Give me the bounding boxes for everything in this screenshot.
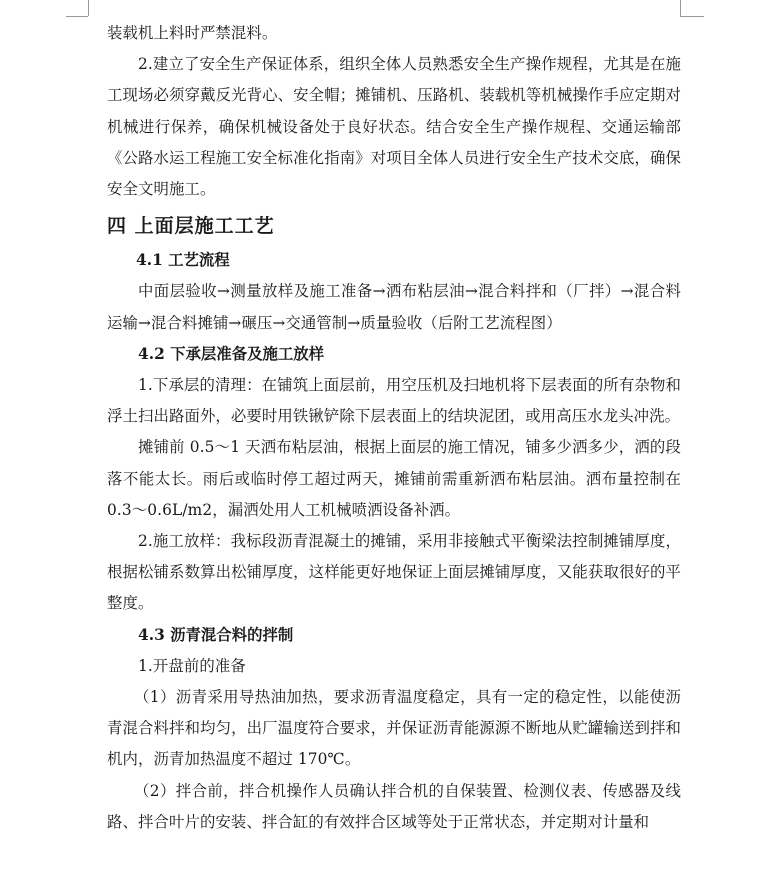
subsection-heading-4-2: 4.2 下承层准备及施工放样 [138, 344, 325, 363]
document-page [107, 18, 681, 838]
page-corner-mark-right [680, 16, 704, 17]
paragraph-process-flow: 中面层验收→测量放样及施工准备→洒布粘层油→混合料拌和（厂拌）→混合料运输→混合料摊铺→碾压→交通管制→质量验收（后附工艺流程图） [107, 282, 681, 332]
paragraph-preparation: 1.开盘前的准备 [138, 656, 246, 675]
paragraph-base-cleaning: 1.下承层的清理：在铺筑上面层前，用空压机及扫地机将下层表面的所有杂物和浮土扫出路面外，必要时用铁锹铲除下层表面上的结块泥团，或用高压水龙头冲洗。 [107, 376, 681, 426]
paragraph-asphalt-heating: （1）沥青采用导热油加热，要求沥青温度稳定，具有一定的稳定性，以能使沥青混合料拌和均匀，出厂温度符合要求，并保证沥青能源源不断地从贮罐输送到拌和机内，沥青加热温度不超过 170℃。 [107, 688, 681, 769]
paragraph-tack-coat: 摊铺前 0.5～1 天洒布粘层油，根据上面层的施工情况，铺多少洒多少，洒的段落不能太长。雨后或临时停工超过两天，摊铺前需重新洒布粘层油。洒布量控制在 0.3～0.6L/m2，漏洒处用人工机械喷洒设备补洒。 [107, 438, 681, 519]
paragraph-safety-system: 2.建立了安全生产保证体系，组织全体人员熟悉安全生产操作规程，尤其是在施工现场必须穿戴反光背心、安全帽；摊铺机、压路机、装载机等机械操作手应定期对机械进行保养，确保机械设备处于良好状态。结合安全生产操作规程、交通运输部《公路水运工程施工安全标准化指南》对项目全体人员进行安全生产技术交底，确保安全文明施工。 [107, 55, 681, 199]
paragraph-setting-out: 2.施工放样：我标段沥青混凝土的摊铺，采用非接触式平衡梁法控制摊铺厚度，根据松铺系数算出松铺厚度，这样能更好地保证上面层摊铺厚度，又能获取很好的平整度。 [107, 532, 681, 613]
paragraph-continuation: 装载机上料时严禁混料。 [107, 24, 278, 42]
subsection-heading-4-1: 4.1 工艺流程 [136, 251, 230, 270]
section-heading-4: 四 上面层施工工艺 [107, 215, 275, 238]
subsection-heading-4-3: 4.3 沥青混合料的拌制 [138, 625, 294, 644]
page-corner-mark-right [680, 0, 681, 16]
paragraph-mixer-check: （2）拌合前，拌合机操作人员确认拌合机的自保装置、检测仪表、传感器及线路、拌合叶片的安装、拌合缸的有效拌合区域等处于正常状态，并定期对计量和 [107, 781, 681, 831]
page-corner-mark-left [66, 16, 88, 17]
page-corner-mark-left [88, 0, 89, 16]
